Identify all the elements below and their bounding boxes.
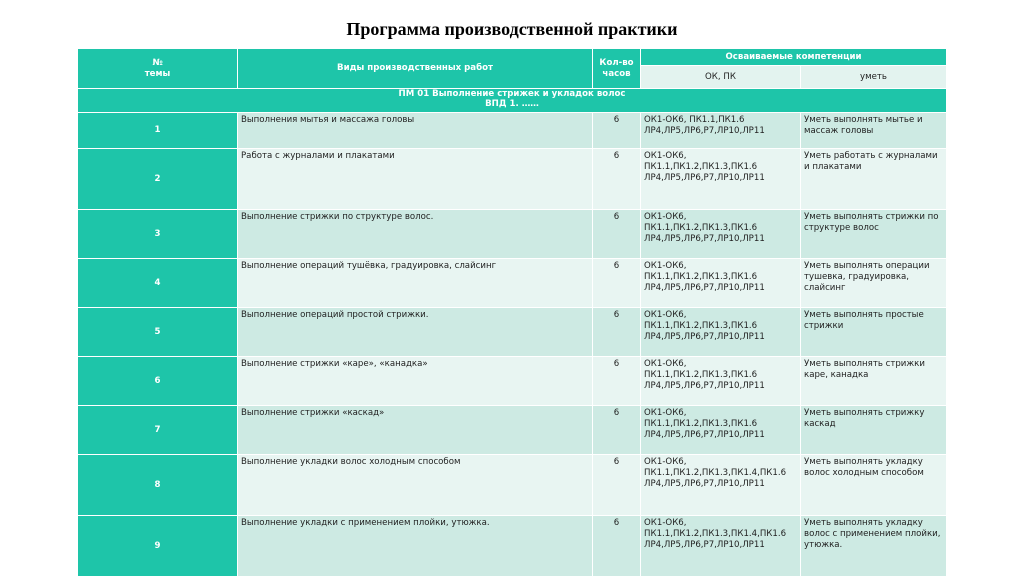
table-row (78, 113, 947, 149)
work-type: Выполнение укладки с применением плойки, утюжка. (238, 516, 593, 577)
table-row (78, 455, 947, 516)
page-title: Программа производственной практики (346, 19, 678, 39)
work-type: Выполнение стрижки по структуре волос. (238, 210, 593, 259)
skill-description: Уметь выполнять стрижки каре, канадка (801, 357, 947, 406)
hours-count: 6 (593, 406, 641, 455)
hours-count: 6 (593, 455, 641, 516)
hours-count: 6 (593, 516, 641, 577)
work-type: Выполнение укладки волос холодным способом (238, 455, 593, 516)
competencies-ok-pk: ОК1-ОК6, ПК1.1,ПК1.2,ПК1.3,ПК1.6 ЛР4,ЛР5,ЛР6,Р7,ЛР10,ЛР11 (641, 406, 801, 455)
work-type: Выполнение стрижки «каскад» (238, 406, 593, 455)
topic-number: 6 (78, 357, 238, 406)
skill-description: Уметь выполнять укладку волос холодным способом (801, 455, 947, 516)
competencies-ok-pk: ОК1-ОК6, ПК1.1,ПК1.2,ПК1.3,ПК1.6 ЛР4,ЛР5,ЛР6,Р7,ЛР10,ЛР11 (641, 210, 801, 259)
competencies-ok-pk: ОК1-ОК6, ПК1.1,ПК1.2,ПК1.3,ПК1.6 ЛР4,ЛР5,ЛР6,Р7,ЛР10,ЛР11 (641, 259, 801, 308)
skill-description: Уметь выполнять простые стрижки (801, 308, 947, 357)
table-row (78, 210, 947, 259)
header-work-types: Виды производственных работ (238, 49, 593, 89)
topic-number: 8 (78, 455, 238, 516)
work-type: Выполнения мытья и массажа головы (238, 113, 593, 149)
topic-number: 1 (78, 113, 238, 149)
competencies-ok-pk: ОК1-ОК6, ПК1.1,ПК1.2,ПК1.3,ПК1.6 ЛР4,ЛР5,ЛР6,Р7,ЛР10,ЛР11 (641, 149, 801, 210)
competencies-ok-pk: ОК1-ОК6, ПК1.1,ПК1.2,ПК1.3,ПК1.6 ЛР4,ЛР5,ЛР6,Р7,ЛР10,ЛР11 (641, 357, 801, 406)
skill-description: Уметь выполнять стрижку каскад (801, 406, 947, 455)
competencies-ok-pk: ОК1-ОК6, ПК1.1,ПК1.6 ЛР4,ЛР5,ЛР6,Р7,ЛР10,ЛР11 (641, 113, 801, 149)
topic-number: 2 (78, 149, 238, 210)
hours-count: 6 (593, 113, 641, 149)
section-header (78, 89, 947, 113)
header-competencies: Осваиваемые компетенции (641, 49, 947, 66)
competencies-ok-pk: ОК1-ОК6, ПК1.1,ПК1.2,ПК1.3,ПК1.4,ПК1.6 ЛР4,ЛР5,ЛР6,Р7,ЛР10,ЛР11 (641, 516, 801, 577)
topic-number: 3 (78, 210, 238, 259)
hours-count: 6 (593, 308, 641, 357)
table-row (78, 516, 947, 577)
skill-description: Уметь выполнять укладку волос с применением плойки, утюжка. (801, 516, 947, 577)
hours-count: 6 (593, 149, 641, 210)
work-type: Выполнение операций простой стрижки. (238, 308, 593, 357)
header-topic-number: № темы (78, 49, 238, 89)
table-row (78, 259, 947, 308)
skill-description: Уметь работать с журналами и плакатами (801, 149, 947, 210)
competencies-ok-pk: ОК1-ОК6, ПК1.1,ПК1.2,ПК1.3,ПК1.4,ПК1.6 ЛР4,ЛР5,ЛР6,Р7,ЛР10,ЛР11 (641, 455, 801, 516)
topic-number: 7 (78, 406, 238, 455)
competencies-ok-pk: ОК1-ОК6, ПК1.1,ПК1.2,ПК1.3,ПК1.6 ЛР4,ЛР5,ЛР6,Р7,ЛР10,ЛР11 (641, 308, 801, 357)
header-hours: Кол-во часов (593, 49, 641, 89)
table-row (78, 308, 947, 357)
skill-description: Уметь выполнять стрижки по структуре волос (801, 210, 947, 259)
table-row (78, 357, 947, 406)
hours-count: 6 (593, 259, 641, 308)
hours-count: 6 (593, 357, 641, 406)
topic-number: 9 (78, 516, 238, 577)
section-title: ПМ 01 Выполнение стрижек и укладок волос (398, 89, 626, 99)
skill-description: Уметь выполнять операции тушевка, градуировка, слайсинг (801, 259, 947, 308)
topic-number: 4 (78, 259, 238, 308)
header-skill: уметь (801, 66, 947, 89)
topic-number: 5 (78, 308, 238, 357)
practice-program-table (77, 48, 947, 577)
work-type: Выполнение стрижки «каре», «канадка» (238, 357, 593, 406)
hours-count: 6 (593, 210, 641, 259)
table-row (78, 406, 947, 455)
work-type: Работа с журналами и плакатами (238, 149, 593, 210)
work-type: Выполнение операций тушёвка, градуировка, слайсинг (238, 259, 593, 308)
section-subtitle: ВПД 1. …… (485, 99, 539, 109)
header-ok-pk: ОК, ПК (641, 66, 801, 89)
table-row (78, 149, 947, 210)
skill-description: Уметь выполнять мытье и массаж головы (801, 113, 947, 149)
